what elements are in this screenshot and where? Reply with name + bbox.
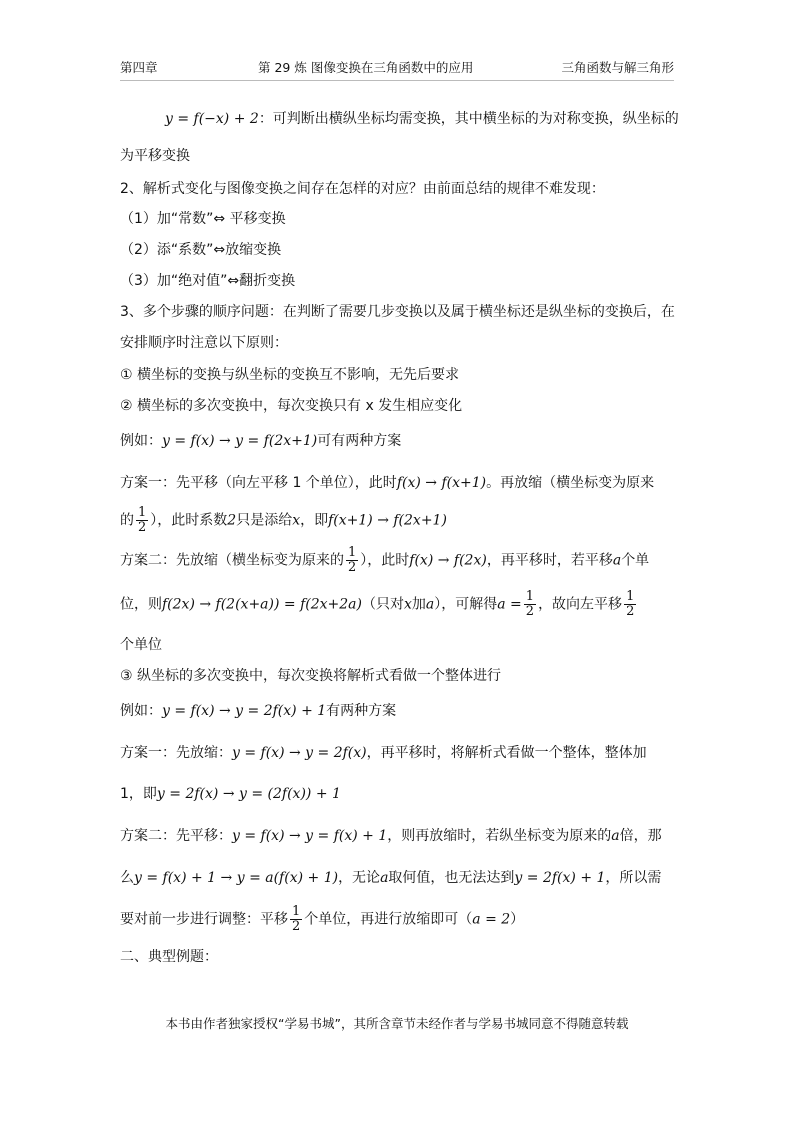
text-line: （1）加“常数”⇔ 平移变换 [120,211,286,227]
text-line: （3）加“绝对值”⇔翻折变换 [120,273,296,289]
fraction: $\frac{1}{2}$ [525,589,535,619]
text-line: 的 $\frac{1}{2}$ ），此时系数2只是添给x，即f(x+1) → f(2x+1) [120,505,447,535]
text-line: 1，即y = 2f(x) → y = (2f(x)) + 1 [120,786,341,802]
text-line: ③ 纵坐标的多次变换中，每次变换将解析式看做一个整体进行 [120,668,501,684]
section-heading: 二、典型例题： [120,949,218,965]
header-divider [120,80,674,81]
text-line: 么y = f(x) + 1 → y = a(f(x) + 1)，无论a取何值，也无法达到y = 2f(x) + 1，所以需 [120,870,662,886]
fraction: $\frac{1}{2}$ [138,505,147,535]
header-section: 三角函数与解三角形 [561,60,674,75]
text-line: y = f(−x) + 2：可判断出横纵坐标均需变换，其中横坐标的为对称变换，纵坐标的 [165,111,679,127]
text-line: 方案一：先平移（向左平移 1 个单位），此时f(x) → f(x+1)。再放缩（横坐标变为原来 [120,475,655,491]
fraction: $\frac{1}{2}$ [292,904,301,934]
text-line: 个单位 [120,637,162,653]
text-line: 要对前一步进行调整：平移 $\frac{1}{2}$ 个单位，再进行放缩即可（a = 2） [120,904,525,934]
text-line: ② 横坐标的多次变换中，每次变换只有 x 发生相应变化 [120,398,463,414]
header-chapter: 第四章 [120,60,158,75]
header-lesson-title: 第 29 炼 图像变换在三角函数中的应用 [258,60,474,75]
text-line: 方案二：先放缩（横坐标变为原来的 $\frac{1}{2}$ ），此时f(x) → f(2x)，再平移时，若平移a个单 [120,545,650,575]
text-line: 方案二：先平移：y = f(x) → y = f(x) + 1，则再放缩时，若纵坐标变为原来的a倍，那 [120,828,662,844]
text-line: 安排顺序时注意以下原则： [120,335,288,351]
text-line: （2）添“系数”⇔放缩变换 [120,242,282,258]
page-footer: 本书由作者独家授权“学易书城”，其所含章节未经作者与学易书城同意不得随意转载 [165,1016,629,1031]
fraction: $\frac{1}{2}$ [626,589,635,619]
text-line: 为平移变换 [120,148,190,164]
text-line: 例如：y = f(x) → y = 2f(x) + 1有两种方案 [120,703,397,719]
text-line: 位，则f(2x) → f(2(x+a)) = f(2x+2a)（只对x加a），可解得a = $\frac{1}{2}$ ，故向左平移 $\frac{1}{2}$ [120,589,635,619]
text-line: 例如：y = f(x) → y = f(2x+1)可有两种方案 [120,433,402,449]
text-line: 方案一：先放缩：y = f(x) → y = 2f(x)，再平移时，将解析式看做一个整体，整体加 [120,745,647,761]
text-line: 3、多个步骤的顺序问题：在判断了需要几步变换以及属于横坐标还是纵坐标的变换后，在 [120,304,675,320]
text-line: ① 横坐标的变换与纵坐标的变换互不影响，无先后要求 [120,367,459,383]
fraction: $\frac{1}{2}$ [348,545,357,575]
text-line: 2、解析式变化与图像变换之间存在怎样的对应？由前面总结的规律不难发现： [120,181,605,197]
page-header [120,58,674,78]
